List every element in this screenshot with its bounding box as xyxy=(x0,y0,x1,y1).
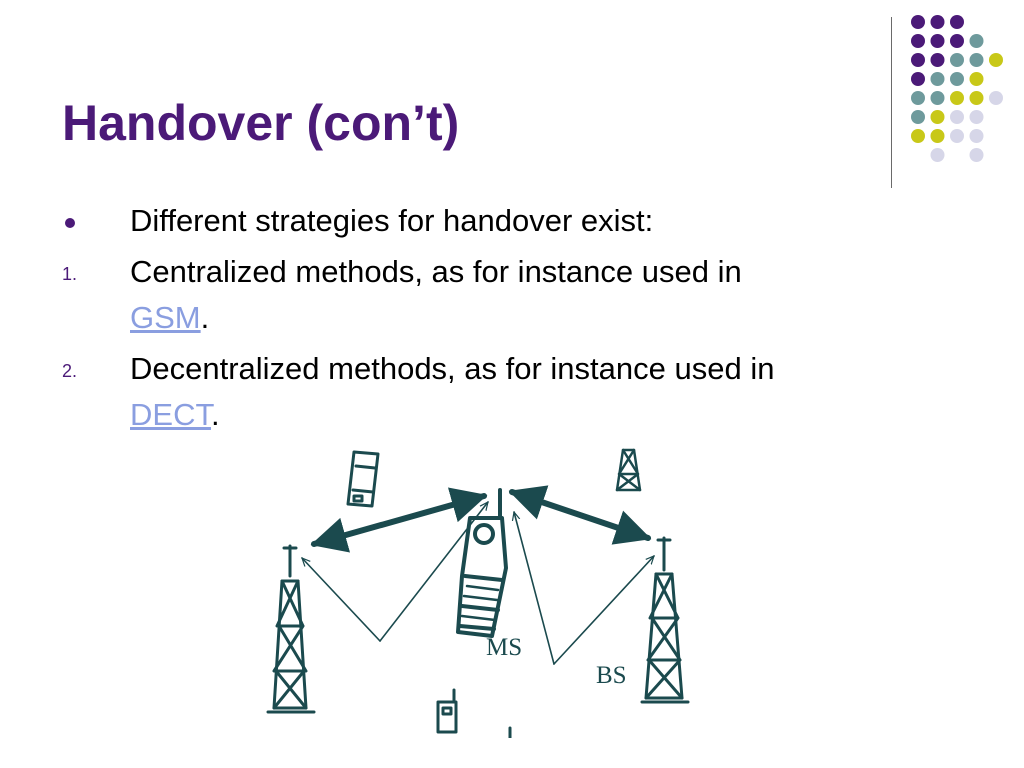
decorative-dot xyxy=(931,148,945,162)
decorative-dot xyxy=(950,15,964,29)
bullet-item-centralized xyxy=(62,249,942,341)
signal-double-arrow-right xyxy=(512,492,648,538)
decorative-dot xyxy=(931,34,945,48)
base-station-tower-left xyxy=(268,546,314,712)
decorative-dot xyxy=(931,91,945,105)
bullet-text: Decentralized methods, as for instance used in xyxy=(130,351,775,386)
decorative-dot xyxy=(970,53,984,67)
decorative-dot xyxy=(911,72,925,86)
decorative-dot xyxy=(950,110,964,124)
slide-title: Handover (con’t) xyxy=(62,95,460,151)
list-number: 1. xyxy=(62,264,78,284)
divider-line xyxy=(891,17,892,188)
decorative-dot xyxy=(950,72,964,86)
handover-diagram xyxy=(262,446,712,738)
decorative-dot xyxy=(911,53,925,67)
decorative-dot xyxy=(970,72,984,86)
decorative-dot xyxy=(950,53,964,67)
decorative-dot xyxy=(950,34,964,48)
signal-double-arrow-left xyxy=(314,496,484,544)
list-number: 2. xyxy=(62,361,78,381)
decorative-dot xyxy=(911,15,925,29)
decorative-dot xyxy=(950,129,964,143)
decorative-dot xyxy=(950,91,964,105)
decorative-dot xyxy=(970,148,984,162)
bullet-item-strategies xyxy=(62,198,942,244)
decorative-dot xyxy=(931,110,945,124)
bullet-suffix: . xyxy=(200,300,210,335)
decorative-dot xyxy=(989,53,1003,67)
base-station-tower-small xyxy=(617,450,640,490)
bs-label: BS xyxy=(596,662,627,689)
bullet-suffix: . xyxy=(210,397,220,432)
decorative-dot xyxy=(970,110,984,124)
bullet-text: Different strategies for handover exist: xyxy=(130,203,654,238)
gsm-link[interactable]: GSM xyxy=(130,300,201,335)
mobile-station-phone xyxy=(458,490,506,636)
decorative-dot xyxy=(911,110,925,124)
decorative-dot xyxy=(989,91,1003,105)
decorative-dot xyxy=(970,34,984,48)
bullet-text: Centralized methods, as for instance used in xyxy=(130,254,742,289)
dect-link[interactable]: DECT xyxy=(130,397,211,432)
decorative-dot xyxy=(931,53,945,67)
mobile-phone-icon xyxy=(438,690,456,732)
decorative-dot xyxy=(970,91,984,105)
bullet-list xyxy=(62,198,942,438)
decorative-dot xyxy=(931,15,945,29)
decorative-dot xyxy=(970,129,984,143)
decorative-dot xyxy=(931,72,945,86)
decorative-dot xyxy=(931,129,945,143)
ms-label: MS xyxy=(486,634,523,661)
mobile-phone-icon xyxy=(348,452,378,506)
bullet-dot-icon xyxy=(65,218,75,228)
decorative-dot xyxy=(911,34,925,48)
decorative-dot xyxy=(911,129,925,143)
bullet-item-decentralized xyxy=(62,346,942,438)
decorative-dot xyxy=(911,91,925,105)
